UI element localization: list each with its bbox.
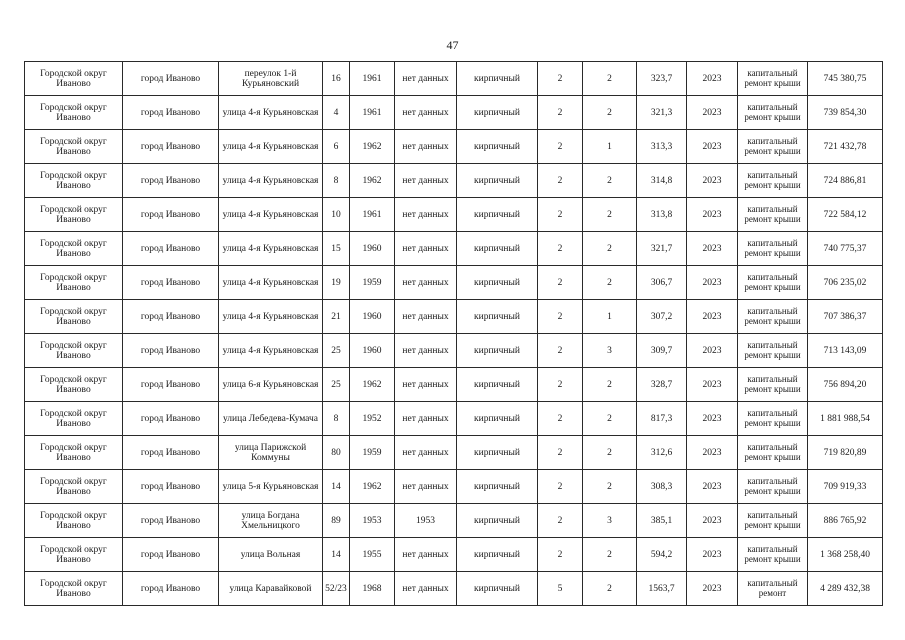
table-row [25, 164, 883, 198]
entrances-cell: 2 [583, 436, 637, 470]
floors-cell: 2 [538, 266, 583, 300]
street-cell: улица 4-я Курьяновская [219, 232, 323, 266]
year-built-cell: 1953 [350, 504, 395, 538]
first-privatization-year-cell: нет данных [395, 538, 457, 572]
district-cell: Городской округ Иваново [25, 232, 123, 266]
work-year-cell: 2023 [687, 198, 738, 232]
year-built-cell: 1961 [350, 62, 395, 96]
street-cell: улица 4-я Курьяновская [219, 164, 323, 198]
work-type-cell: капитальный ремонт крыши [738, 232, 808, 266]
area-cell: 594,2 [637, 538, 687, 572]
first-privatization-year-cell: нет данных [395, 96, 457, 130]
house-number-cell: 14 [323, 470, 350, 504]
city-cell: город Иваново [123, 402, 219, 436]
floors-cell: 2 [538, 198, 583, 232]
wall-material-cell: кирпичный [457, 504, 538, 538]
table-row [25, 130, 883, 164]
city-cell: город Иваново [123, 96, 219, 130]
year-built-cell: 1961 [350, 198, 395, 232]
city-cell: город Иваново [123, 572, 219, 606]
wall-material-cell: кирпичный [457, 300, 538, 334]
wall-material-cell: кирпичный [457, 334, 538, 368]
first-privatization-year-cell: нет данных [395, 402, 457, 436]
street-cell: улица Парижской Коммуны [219, 436, 323, 470]
city-cell: город Иваново [123, 504, 219, 538]
entrances-cell: 1 [583, 300, 637, 334]
floors-cell: 2 [538, 504, 583, 538]
house-number-cell: 14 [323, 538, 350, 572]
floors-cell: 2 [538, 96, 583, 130]
area-cell: 309,7 [637, 334, 687, 368]
wall-material-cell: кирпичный [457, 164, 538, 198]
first-privatization-year-cell: нет данных [395, 300, 457, 334]
first-privatization-year-cell: нет данных [395, 130, 457, 164]
work-type-cell: капитальный ремонт крыши [738, 266, 808, 300]
wall-material-cell: кирпичный [457, 368, 538, 402]
table-row [25, 334, 883, 368]
work-type-cell: капитальный ремонт крыши [738, 436, 808, 470]
table-row [25, 470, 883, 504]
work-type-cell: капитальный ремонт крыши [738, 402, 808, 436]
house-number-cell: 6 [323, 130, 350, 164]
area-cell: 328,7 [637, 368, 687, 402]
street-cell: переулок 1-й Курьяновский [219, 62, 323, 96]
entrances-cell: 2 [583, 538, 637, 572]
cost-cell: 745 380,75 [808, 62, 883, 96]
page-number: 47 [446, 38, 459, 52]
cost-cell: 1 368 258,40 [808, 538, 883, 572]
cost-cell: 739 854,30 [808, 96, 883, 130]
work-type-cell: капитальный ремонт крыши [738, 198, 808, 232]
year-built-cell: 1952 [350, 402, 395, 436]
district-cell: Городской округ Иваново [25, 538, 123, 572]
area-cell: 323,7 [637, 62, 687, 96]
wall-material-cell: кирпичный [457, 572, 538, 606]
area-cell: 313,8 [637, 198, 687, 232]
street-cell: улица 4-я Курьяновская [219, 130, 323, 164]
work-type-cell: капитальный ремонт крыши [738, 504, 808, 538]
floors-cell: 2 [538, 368, 583, 402]
area-cell: 1563,7 [637, 572, 687, 606]
cost-cell: 707 386,37 [808, 300, 883, 334]
first-privatization-year-cell: нет данных [395, 470, 457, 504]
area-cell: 321,3 [637, 96, 687, 130]
district-cell: Городской округ Иваново [25, 334, 123, 368]
floors-cell: 2 [538, 470, 583, 504]
work-year-cell: 2023 [687, 266, 738, 300]
table-row [25, 504, 883, 538]
entrances-cell: 2 [583, 96, 637, 130]
house-number-cell: 8 [323, 164, 350, 198]
entrances-cell: 2 [583, 164, 637, 198]
street-cell: улица 6-я Курьяновская [219, 368, 323, 402]
cost-cell: 4 289 432,38 [808, 572, 883, 606]
house-number-cell: 4 [323, 96, 350, 130]
first-privatization-year-cell: нет данных [395, 164, 457, 198]
wall-material-cell: кирпичный [457, 470, 538, 504]
wall-material-cell: кирпичный [457, 96, 538, 130]
floors-cell: 5 [538, 572, 583, 606]
work-year-cell: 2023 [687, 470, 738, 504]
first-privatization-year-cell: нет данных [395, 232, 457, 266]
wall-material-cell: кирпичный [457, 436, 538, 470]
cost-cell: 724 886,81 [808, 164, 883, 198]
district-cell: Городской округ Иваново [25, 198, 123, 232]
district-cell: Городской округ Иваново [25, 130, 123, 164]
floors-cell: 2 [538, 402, 583, 436]
district-cell: Городской округ Иваново [25, 368, 123, 402]
year-built-cell: 1962 [350, 130, 395, 164]
work-type-cell: капитальный ремонт крыши [738, 538, 808, 572]
city-cell: город Иваново [123, 368, 219, 402]
year-built-cell: 1960 [350, 300, 395, 334]
floors-cell: 2 [538, 538, 583, 572]
district-cell: Городской округ Иваново [25, 436, 123, 470]
work-type-cell: капитальный ремонт крыши [738, 334, 808, 368]
table-row [25, 402, 883, 436]
work-year-cell: 2023 [687, 62, 738, 96]
entrances-cell: 2 [583, 402, 637, 436]
floors-cell: 2 [538, 436, 583, 470]
cost-cell: 719 820,89 [808, 436, 883, 470]
first-privatization-year-cell: нет данных [395, 334, 457, 368]
district-cell: Городской округ Иваново [25, 402, 123, 436]
year-built-cell: 1961 [350, 96, 395, 130]
table-row [25, 62, 883, 96]
area-cell: 312,6 [637, 436, 687, 470]
house-number-cell: 52/23 [323, 572, 350, 606]
area-cell: 321,7 [637, 232, 687, 266]
wall-material-cell: кирпичный [457, 130, 538, 164]
floors-cell: 2 [538, 62, 583, 96]
street-cell: улица 5-я Курьяновская [219, 470, 323, 504]
area-cell: 307,2 [637, 300, 687, 334]
table-row [25, 96, 883, 130]
floors-cell: 2 [538, 334, 583, 368]
entrances-cell: 3 [583, 504, 637, 538]
table-body [25, 62, 883, 606]
table-row [25, 232, 883, 266]
table-row [25, 436, 883, 470]
work-type-cell: капитальный ремонт крыши [738, 164, 808, 198]
year-built-cell: 1955 [350, 538, 395, 572]
district-cell: Городской округ Иваново [25, 266, 123, 300]
first-privatization-year-cell: нет данных [395, 266, 457, 300]
entrances-cell: 3 [583, 334, 637, 368]
area-cell: 314,8 [637, 164, 687, 198]
entrances-cell: 2 [583, 232, 637, 266]
first-privatization-year-cell: нет данных [395, 62, 457, 96]
work-type-cell: капитальный ремонт крыши [738, 470, 808, 504]
house-number-cell: 8 [323, 402, 350, 436]
work-year-cell: 2023 [687, 164, 738, 198]
house-number-cell: 16 [323, 62, 350, 96]
first-privatization-year-cell: 1953 [395, 504, 457, 538]
floors-cell: 2 [538, 130, 583, 164]
area-cell: 817,3 [637, 402, 687, 436]
house-number-cell: 10 [323, 198, 350, 232]
table-row [25, 198, 883, 232]
house-number-cell: 80 [323, 436, 350, 470]
entrances-cell: 2 [583, 368, 637, 402]
table-row [25, 368, 883, 402]
district-cell: Городской округ Иваново [25, 164, 123, 198]
entrances-cell: 2 [583, 266, 637, 300]
housing-repair-table [24, 61, 883, 606]
district-cell: Городской округ Иваново [25, 300, 123, 334]
wall-material-cell: кирпичный [457, 266, 538, 300]
work-year-cell: 2023 [687, 538, 738, 572]
city-cell: город Иваново [123, 470, 219, 504]
table-row [25, 266, 883, 300]
work-year-cell: 2023 [687, 232, 738, 266]
cost-cell: 886 765,92 [808, 504, 883, 538]
entrances-cell: 2 [583, 198, 637, 232]
work-type-cell: капитальный ремонт крыши [738, 368, 808, 402]
area-cell: 306,7 [637, 266, 687, 300]
entrances-cell: 2 [583, 470, 637, 504]
work-type-cell: капитальный ремонт крыши [738, 300, 808, 334]
cost-cell: 706 235,02 [808, 266, 883, 300]
entrances-cell: 2 [583, 62, 637, 96]
work-type-cell: капитальный ремонт крыши [738, 130, 808, 164]
street-cell: улица 4-я Курьяновская [219, 300, 323, 334]
year-built-cell: 1960 [350, 334, 395, 368]
house-number-cell: 15 [323, 232, 350, 266]
year-built-cell: 1959 [350, 436, 395, 470]
work-year-cell: 2023 [687, 368, 738, 402]
city-cell: город Иваново [123, 538, 219, 572]
work-type-cell: капитальный ремонт [738, 572, 808, 606]
work-year-cell: 2023 [687, 300, 738, 334]
house-number-cell: 21 [323, 300, 350, 334]
work-type-cell: капитальный ремонт крыши [738, 62, 808, 96]
work-year-cell: 2023 [687, 402, 738, 436]
city-cell: город Иваново [123, 232, 219, 266]
year-built-cell: 1962 [350, 470, 395, 504]
year-built-cell: 1968 [350, 572, 395, 606]
cost-cell: 756 894,20 [808, 368, 883, 402]
city-cell: город Иваново [123, 198, 219, 232]
first-privatization-year-cell: нет данных [395, 572, 457, 606]
cost-cell: 721 432,78 [808, 130, 883, 164]
city-cell: город Иваново [123, 266, 219, 300]
table-row [25, 300, 883, 334]
wall-material-cell: кирпичный [457, 538, 538, 572]
year-built-cell: 1960 [350, 232, 395, 266]
cost-cell: 740 775,37 [808, 232, 883, 266]
street-cell: улица 4-я Курьяновская [219, 266, 323, 300]
work-year-cell: 2023 [687, 504, 738, 538]
street-cell: улица Лебедева-Кумача [219, 402, 323, 436]
work-year-cell: 2023 [687, 572, 738, 606]
entrances-cell: 2 [583, 572, 637, 606]
street-cell: улица Вольная [219, 538, 323, 572]
wall-material-cell: кирпичный [457, 62, 538, 96]
city-cell: город Иваново [123, 436, 219, 470]
district-cell: Городской округ Иваново [25, 504, 123, 538]
work-year-cell: 2023 [687, 96, 738, 130]
city-cell: город Иваново [123, 334, 219, 368]
first-privatization-year-cell: нет данных [395, 436, 457, 470]
house-number-cell: 19 [323, 266, 350, 300]
street-cell: улица Каравайковой [219, 572, 323, 606]
area-cell: 313,3 [637, 130, 687, 164]
table-row [25, 538, 883, 572]
floors-cell: 2 [538, 232, 583, 266]
house-number-cell: 25 [323, 334, 350, 368]
work-year-cell: 2023 [687, 436, 738, 470]
first-privatization-year-cell: нет данных [395, 198, 457, 232]
street-cell: улица 4-я Курьяновская [219, 334, 323, 368]
cost-cell: 722 584,12 [808, 198, 883, 232]
wall-material-cell: кирпичный [457, 402, 538, 436]
street-cell: улица 4-я Курьяновская [219, 96, 323, 130]
cost-cell: 1 881 988,54 [808, 402, 883, 436]
year-built-cell: 1962 [350, 368, 395, 402]
house-number-cell: 89 [323, 504, 350, 538]
district-cell: Городской округ Иваново [25, 470, 123, 504]
district-cell: Городской округ Иваново [25, 96, 123, 130]
district-cell: Городской округ Иваново [25, 572, 123, 606]
year-built-cell: 1959 [350, 266, 395, 300]
work-year-cell: 2023 [687, 334, 738, 368]
first-privatization-year-cell: нет данных [395, 368, 457, 402]
wall-material-cell: кирпичный [457, 198, 538, 232]
cost-cell: 709 919,33 [808, 470, 883, 504]
street-cell: улица 4-я Курьяновская [219, 198, 323, 232]
house-number-cell: 25 [323, 368, 350, 402]
city-cell: город Иваново [123, 164, 219, 198]
work-year-cell: 2023 [687, 130, 738, 164]
city-cell: город Иваново [123, 62, 219, 96]
area-cell: 308,3 [637, 470, 687, 504]
district-cell: Городской округ Иваново [25, 62, 123, 96]
year-built-cell: 1962 [350, 164, 395, 198]
city-cell: город Иваново [123, 300, 219, 334]
entrances-cell: 1 [583, 130, 637, 164]
table-row [25, 572, 883, 606]
floors-cell: 2 [538, 300, 583, 334]
floors-cell: 2 [538, 164, 583, 198]
area-cell: 385,1 [637, 504, 687, 538]
street-cell: улица Богдана Хмельницкого [219, 504, 323, 538]
city-cell: город Иваново [123, 130, 219, 164]
wall-material-cell: кирпичный [457, 232, 538, 266]
work-type-cell: капитальный ремонт крыши [738, 96, 808, 130]
cost-cell: 713 143,09 [808, 334, 883, 368]
